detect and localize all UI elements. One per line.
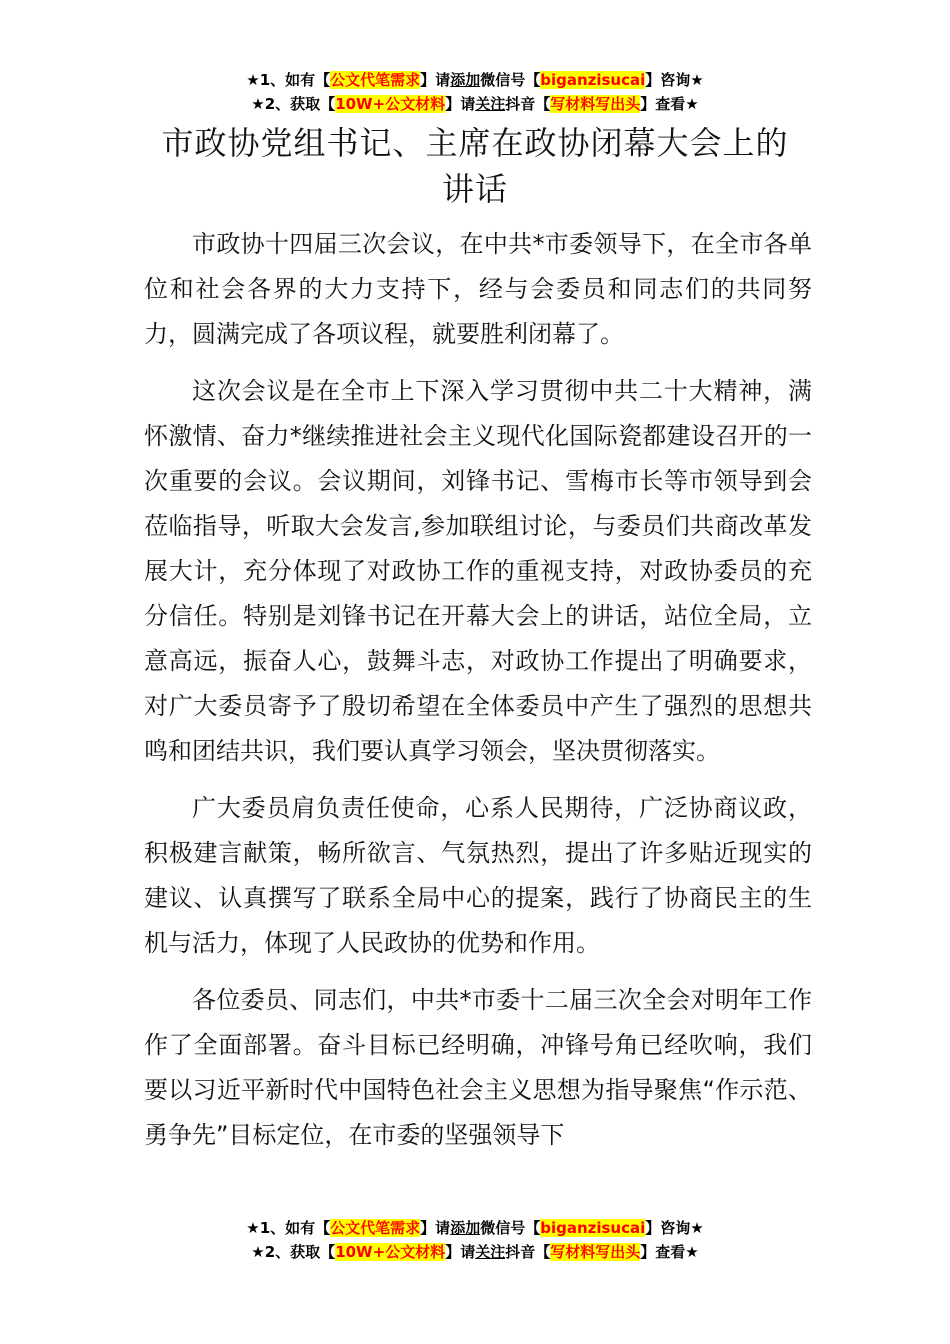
- promo-highlight: 公文代笔需求: [330, 1219, 421, 1237]
- promo-line-2: [0, 92, 950, 116]
- promo-text: 】查看★: [640, 1243, 699, 1261]
- promo-text: ★1、如有【: [246, 1219, 331, 1237]
- promo-text: 抖音【: [505, 1243, 551, 1261]
- promo-text: ★2、获取【: [251, 95, 336, 113]
- promo-highlight: 写材料写出头: [550, 1243, 641, 1261]
- promo-highlight: 写材料写出头: [550, 95, 641, 113]
- promo-text: 】请: [420, 1219, 451, 1237]
- paragraph: 这次会议是在全市上下深入学习贯彻中共二十大精神，满怀激情、奋力*继续推进社会主义现代化国际瓷都建设召开的一次重要的会议。会议期间，刘锋书记、雪梅市长等市领导到会莅临指导，听取大会发言,参加联组讨论，与委员们共商改革发展大计，充分体现了对政协工作的重视支持，对政协委员的充分信任。特别是刘锋书记在开幕大会上的讲话，站位全局，立意高远，振奋人心，鼓舞斗志，对政协工作提出了明确要求，对广大委员寄予了殷切希望在全体委员中产生了强烈的思想共鸣和团结共识，我们要认真学习领会，坚决贯彻落实。: [144, 377, 812, 765]
- promo-text: 】请: [420, 71, 451, 89]
- promo-line-1: [0, 1216, 950, 1240]
- document-title: [120, 120, 830, 212]
- footer-promo-banner: [0, 1216, 950, 1264]
- promo-line-1: [0, 68, 950, 92]
- promo-text: 】咨询★: [645, 71, 704, 89]
- promo-highlight: biganzisucai: [540, 71, 646, 89]
- promo-underline: 添加: [450, 1219, 481, 1237]
- promo-underline: 关注: [475, 95, 506, 113]
- title-line-2: 讲话: [441, 170, 508, 208]
- paragraph: 各位委员、同志们，中共*市委十二届三次全会对明年工作作了全面部署。奋斗目标已经明确，冲锋号角已经吹响，我们要以习近平新时代中国特色社会主义思想为指导聚焦“作示范、勇争先”目标定位，在市委的坚强领导下: [144, 986, 812, 1149]
- title-line-1: 市政协党组书记、主席在政协闭幕大会上的: [161, 124, 789, 162]
- document-body: [144, 222, 812, 1170]
- header-promo-banner: [0, 68, 950, 116]
- promo-highlight: 公文代笔需求: [330, 71, 421, 89]
- promo-text: ★1、如有【: [246, 71, 331, 89]
- promo-underline: 添加: [450, 71, 481, 89]
- promo-text: 】查看★: [640, 95, 699, 113]
- promo-line-2: [0, 1240, 950, 1264]
- promo-text: 】请: [445, 95, 476, 113]
- promo-highlight: biganzisucai: [540, 1219, 646, 1237]
- promo-text: 微信号【: [480, 1219, 541, 1237]
- promo-underline: 关注: [475, 1243, 506, 1261]
- promo-text: 微信号【: [480, 71, 541, 89]
- paragraph: 市政协十四届三次会议，在中共*市委领导下，在全市各单位和社会各界的大力支持下，经与会委员和同志们的共同努力，圆满完成了各项议程，就要胜利闭幕了。: [144, 230, 812, 348]
- promo-text: 抖音【: [505, 95, 551, 113]
- promo-text: 】请: [445, 1243, 476, 1261]
- promo-highlight: 10W+公文材料: [335, 95, 446, 113]
- promo-highlight: 10W+公文材料: [335, 1243, 446, 1261]
- paragraph: 广大委员肩负责任使命，心系人民期待，广泛协商议政，积极建言献策，畅所欲言、气氛热烈，提出了许多贴近现实的建议、认真撰写了联系全局中心的提案，践行了协商民主的生机与活力，体现了人民政协的优势和作用。: [144, 794, 812, 957]
- promo-text: ★2、获取【: [251, 1243, 336, 1261]
- promo-text: 】咨询★: [645, 1219, 704, 1237]
